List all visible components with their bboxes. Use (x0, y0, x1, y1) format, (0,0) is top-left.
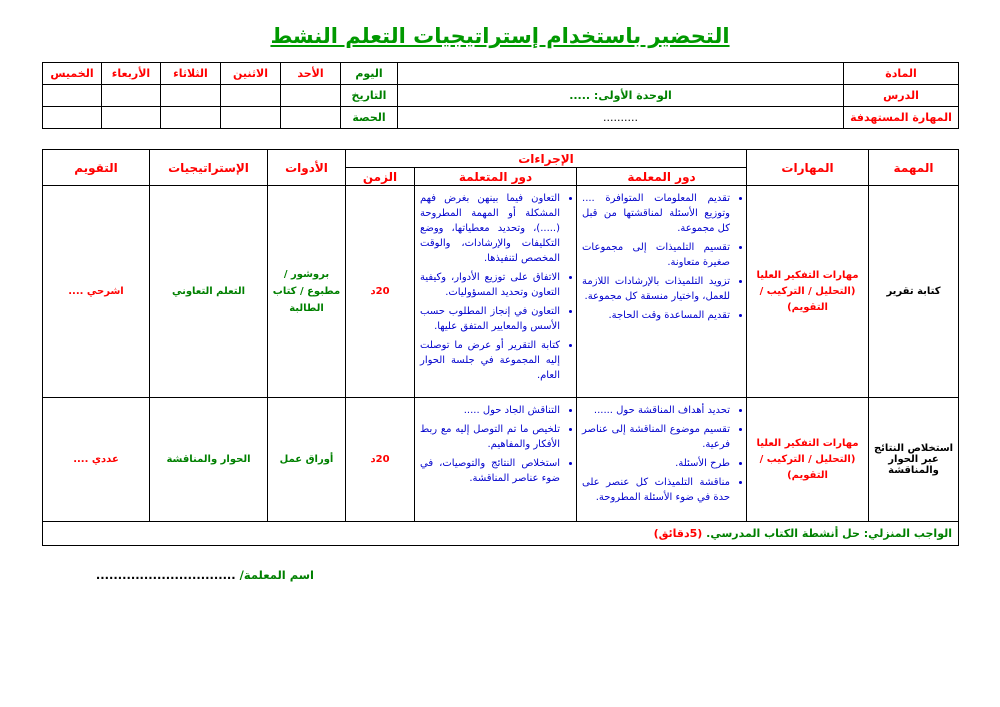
day-cell-empty (102, 85, 161, 107)
evaluation-cell: عددي .... (43, 398, 150, 522)
unit-value: الوحدة الأولى: ..... (398, 85, 844, 107)
table-row (43, 186, 959, 398)
bullet-item: • طرح الأسئلة. (582, 456, 730, 471)
target-skill-value: .......... (398, 107, 844, 129)
info-row-period (43, 107, 959, 129)
lesson-label: الدرس (844, 85, 959, 107)
col-header-evaluation: التقويم (43, 150, 150, 186)
day-cell-empty (102, 107, 161, 129)
info-table (42, 62, 959, 129)
day-cell-empty (43, 107, 102, 129)
learner-role-list (418, 191, 573, 383)
bullet-item: • تقديم المعلومات المتوافرة .... وتوزيع الأسئلة لمناقشتها من قبل كل مجموعة. (582, 191, 730, 236)
bullet-item: • مناقشة التلميذات كل عنصر على حدة في ضوء الأسئلة المطروحة. (582, 475, 730, 505)
teacher-role-list (580, 403, 743, 505)
bullet-item: • التعاون في إنجاز المطلوب حسب الأسس والمعايير المتفق عليها. (420, 304, 560, 334)
day-label: اليوم (341, 63, 398, 85)
header-row-1 (43, 150, 959, 168)
col-header-time: الزمن (346, 168, 415, 186)
col-header-task: المهمة (869, 150, 959, 186)
lesson-plan-table (42, 149, 959, 546)
bullet-item: • تحديد أهداف المناقشة حول ...... (582, 403, 730, 418)
day-cell-empty (43, 85, 102, 107)
homework-text: حل أنشطة الكتاب المدرسي. (702, 527, 864, 540)
col-header-teacher-role: دور المعلمة (577, 168, 747, 186)
teacher-role-cell (577, 398, 747, 522)
homework-row (43, 522, 959, 546)
teacher-name-line (52, 568, 314, 582)
col-header-procedures: الإجراءات (346, 150, 747, 168)
date-label: التاريخ (341, 85, 398, 107)
table-row (43, 398, 959, 522)
day-cell-empty (221, 85, 281, 107)
col-header-learner-role: دور المتعلمة (415, 168, 577, 186)
col-header-strategies: الإستراتيجيات (150, 150, 268, 186)
col-header-skills: المهارات (747, 150, 869, 186)
homework-cell (43, 522, 959, 546)
bullet-item: • التعاون فيما بينهن بغرض فهم المشكلة أو المهمة المطروحة (.....)، وتحديد معطياتها، ووضع التكليفات والإرشادات، والوقت المخصص لتنفيذها. (420, 191, 560, 266)
bullet-item: • تقسيم موضوع المناقشة إلى عناصر فرعية. (582, 422, 730, 452)
teacher-role-list (580, 191, 743, 323)
bullet-item: • تقديم المساعدة وقت الحاجة. (582, 308, 730, 323)
time-cell: 20د (346, 186, 415, 398)
day-cell-empty (281, 107, 341, 129)
time-cell: 20د (346, 398, 415, 522)
day-cell-empty (161, 107, 221, 129)
bullet-item: • الاتفاق على توزيع الأدوار، وكيفية التعاون وتحديد المسؤوليات. (420, 270, 560, 300)
bullet-item: • التناقش الجاد حول ..... (420, 403, 560, 418)
learner-role-list (418, 403, 573, 486)
period-label: الحصة (341, 107, 398, 129)
col-header-tools: الأدوات (268, 150, 346, 186)
subject-label: المادة (844, 63, 959, 85)
page-title: التحضير باستخدام إستراتيجيات التعلم النشط (270, 24, 730, 48)
day-tuesday: الثلاثاء (161, 63, 221, 85)
day-cell-empty (161, 85, 221, 107)
learner-role-cell (415, 186, 577, 398)
bullet-item: • استخلاص النتائج والتوصيات، في ضوء عناصر المناقشة. (420, 456, 560, 486)
skills-cell: مهارات التفكير العليا (التحليل / التركيب / التقويم) (747, 186, 869, 398)
bullet-item: • كتابة التقرير أو عرض ما توصلت إليه المجموعة في جلسة الحوار العام. (420, 338, 560, 383)
strategy-cell: التعلم التعاوني (150, 186, 268, 398)
day-cell-empty (281, 85, 341, 107)
teacher-name-blank: ................................ (95, 568, 236, 582)
teacher-role-cell (577, 186, 747, 398)
bullet-item: • تزويد التلميذات بالإرشادات اللازمة للعمل، واختيار منسقة كل مجموعة. (582, 274, 730, 304)
bullet-item: • تقسيم التلميذات إلى مجموعات صغيرة متعاونة. (582, 240, 730, 270)
day-sunday: الأحد (281, 63, 341, 85)
subject-value-cell (398, 63, 844, 85)
task-cell: استخلاص النتائج عبر الحوار والمناقشة (869, 398, 959, 522)
day-thursday: الخميس (43, 63, 102, 85)
bullet-item: • تلخيص ما تم التوصل إليه مع ربط الأفكار والمفاهيم. (420, 422, 560, 452)
day-cell-empty (221, 107, 281, 129)
task-cell: كتابة تقرير (869, 186, 959, 398)
day-monday: الاثنين (221, 63, 281, 85)
info-row-day (43, 63, 959, 85)
info-row-date (43, 85, 959, 107)
homework-time: (5دقائق) (653, 527, 703, 540)
strategy-cell: الحوار والمناقشة (150, 398, 268, 522)
target-skill-label: المهارة المستهدفة (844, 107, 959, 129)
homework-label: الواجب المنزلي: (863, 527, 953, 540)
learner-role-cell (415, 398, 577, 522)
tools-cell: بروشور / مطبوع / كتاب الطالبة (268, 186, 346, 398)
evaluation-cell: اشرحي .... (43, 186, 150, 398)
skills-cell: مهارات التفكير العليا (التحليل / التركيب / التقويم) (747, 398, 869, 522)
teacher-name-label: اسم المعلمة/ (235, 568, 314, 582)
day-wednesday: الأربعاء (102, 63, 161, 85)
tools-cell: أوراق عمل (268, 398, 346, 522)
